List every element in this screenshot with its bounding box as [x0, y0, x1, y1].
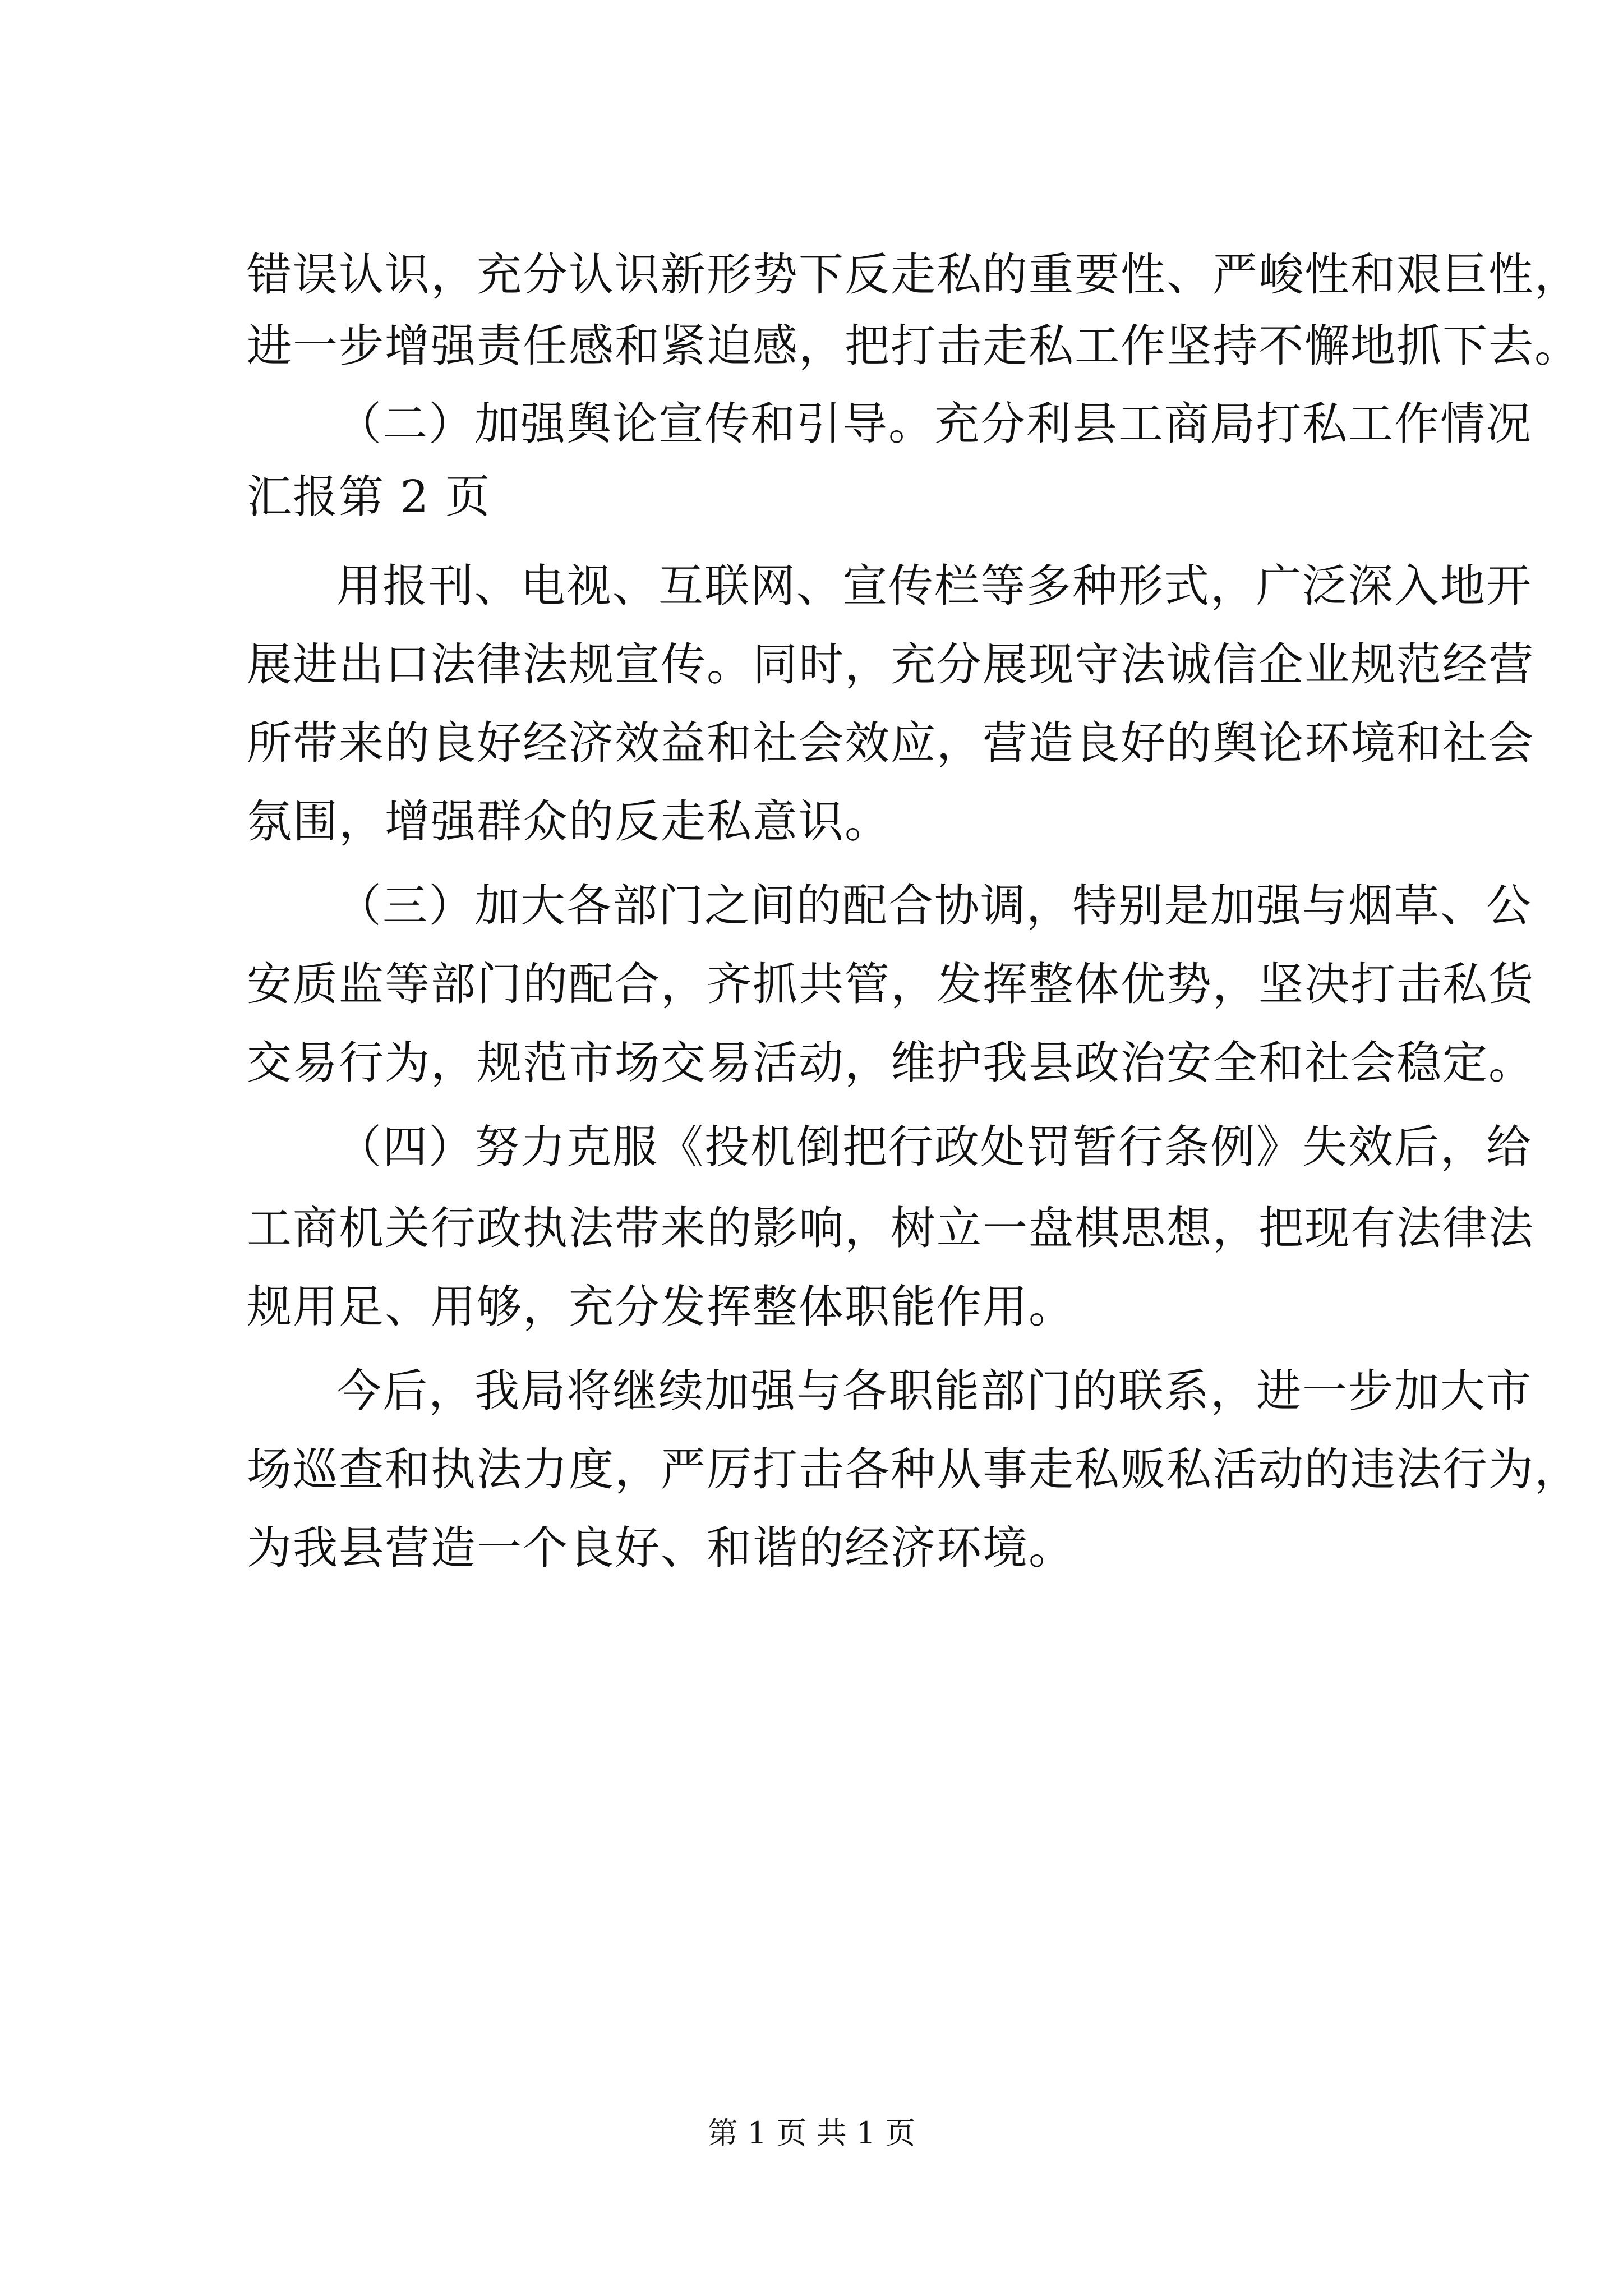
text-line: 用报刊、电视、互联网、宣传栏等多种形式，广泛深入地开: [336, 560, 1532, 612]
text-line: 汇报第 2 页: [247, 471, 491, 523]
text-line: 场巡查和执法力度，严厉打击各种从事走私贩私活动的违法行为，: [247, 1443, 1580, 1496]
text-line: 今后，我局将继续加强与各职能部门的联系，进一步加大市: [336, 1365, 1532, 1417]
text-line: （二）加强舆论宣传和引导。充分利县工商局打私工作情况: [336, 398, 1532, 450]
text-line: （四）努力克服《投机倒把行政处罚暂行条例》失效后，给: [336, 1121, 1532, 1173]
text-line: 为我县营造一个良好、和谐的经济环境。: [247, 1522, 1075, 1574]
text-line: 氛围，增强群众的反走私意识。: [247, 795, 891, 848]
text-line: 安质监等部门的配合，齐抓共管，发挥整体优势，坚决打击私货: [247, 958, 1534, 1010]
page-footer: 第 1 页 共 1 页: [707, 2115, 916, 2151]
text-line: 错误认识，充分认识新形势下反走私的重要性、严峻性和艰巨性，: [247, 249, 1580, 301]
text-line: 工商机关行政执法带来的影响，树立一盘棋思想，把现有法律法: [247, 1202, 1534, 1254]
text-line: 展进出口法律法规宣传。同时，充分展现守法诚信企业规范经营: [247, 638, 1534, 691]
text-line: （三）加大各部门之间的配合协调，特别是加强与烟草、公: [336, 880, 1532, 932]
text-line: 进一步增强责任感和紧迫感，把打击走私工作坚持不懈地抓下去。: [247, 320, 1580, 372]
text-line: 所带来的良好经济效益和社会效应，营造良好的舆论环境和社会: [247, 717, 1534, 769]
text-line: 规用足、用够，充分发挥整体职能作用。: [247, 1281, 1075, 1333]
text-line: 交易行为，规范市场交易活动，维护我县政治安全和社会稳定。: [247, 1037, 1534, 1089]
